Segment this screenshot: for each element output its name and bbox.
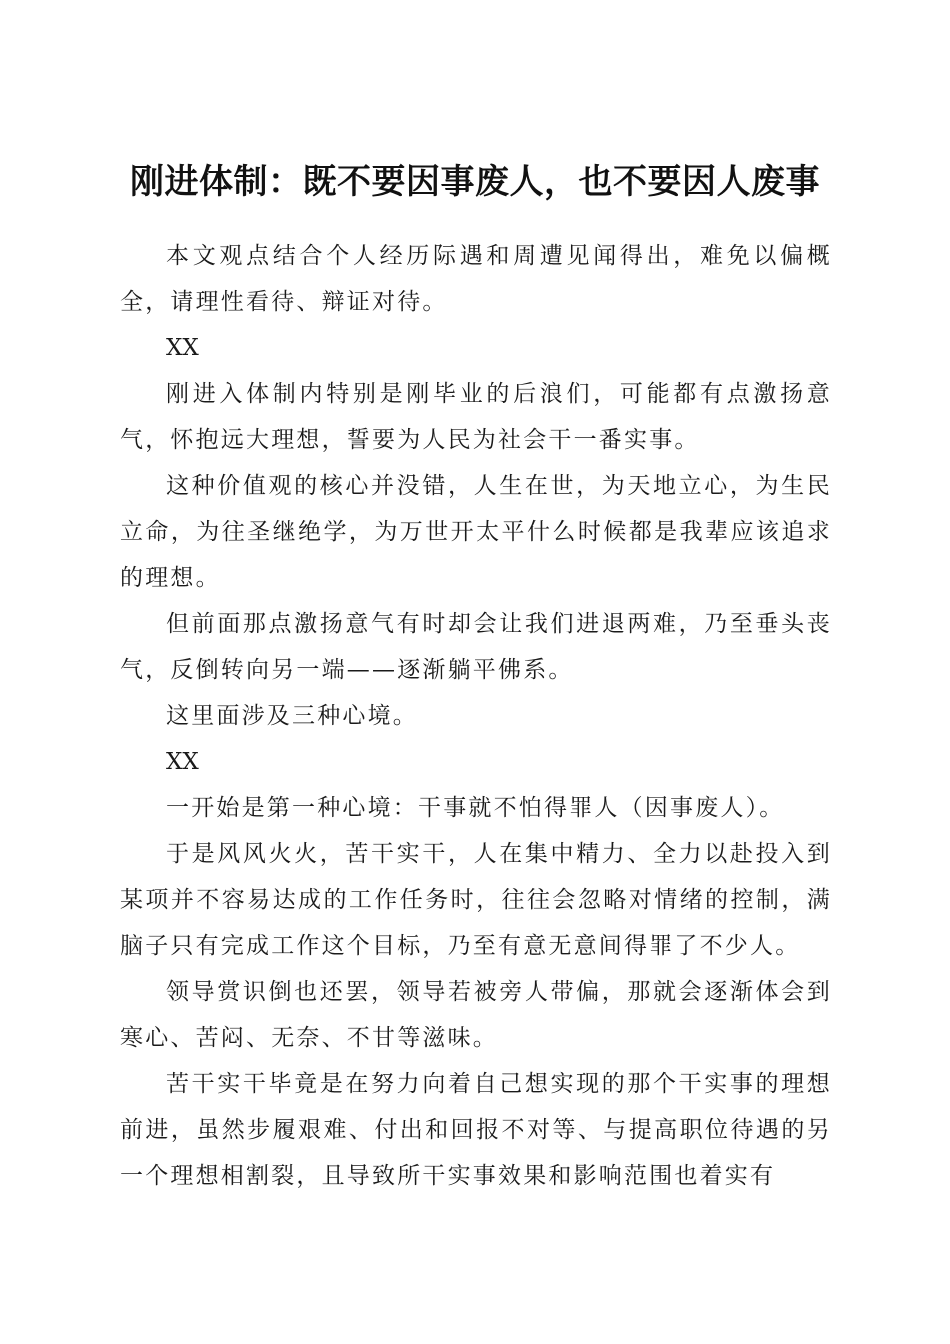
paragraph: 但前面那点激扬意气有时却会让我们进退两难，乃至垂头丧气，反倒转向另一端——逐渐躺平佛系。 <box>120 611 832 683</box>
section-separator: XX <box>166 335 199 361</box>
paragraph: 于是风风火火，苦干实干，人在集中精力、全力以赴投入到某项并不容易达成的工作任务时，往往会忽略对情绪的控制，满脑子只有完成工作这个目标，乃至有意无意间得罪了不少人。 <box>120 841 832 959</box>
page-title: 刚进体制：既不要因事废人，也不要因人废事 <box>130 161 820 202</box>
paragraph: 这种价值观的核心并没错，人生在世，为天地立心，为生民立命，为往圣继绝学，为万世开太平什么时候都是我辈应该追求的理想。 <box>120 473 832 591</box>
paragraph: 这里面涉及三种心境。 <box>166 703 418 729</box>
section-separator: XX <box>166 749 199 775</box>
paragraph-disclaimer: 本文观点结合个人经历际遇和周遭见闻得出，难免以偏概全，请理性看待、辩证对待。 <box>120 243 832 315</box>
paragraph: 领导赏识倒也还罢，领导若被旁人带偏，那就会逐渐体会到寒心、苦闷、无奈、不甘等滋味。 <box>120 979 832 1051</box>
paragraph: 苦干实干毕竟是在努力向着自己想实现的那个干实事的理想前进，虽然步履艰难、付出和回报不对等、与提高职位待遇的另一个理想相割裂，且导致所干实事效果和影响范围也着实有 <box>120 1071 832 1189</box>
article-body <box>120 233 832 1199</box>
paragraph: 刚进入体制内特别是刚毕业的后浪们，可能都有点激扬意气，怀抱远大理想，誓要为人民为社会干一番实事。 <box>120 381 832 453</box>
paragraph: 一开始是第一种心境：干事就不怕得罪人（因事废人）。 <box>166 795 785 821</box>
